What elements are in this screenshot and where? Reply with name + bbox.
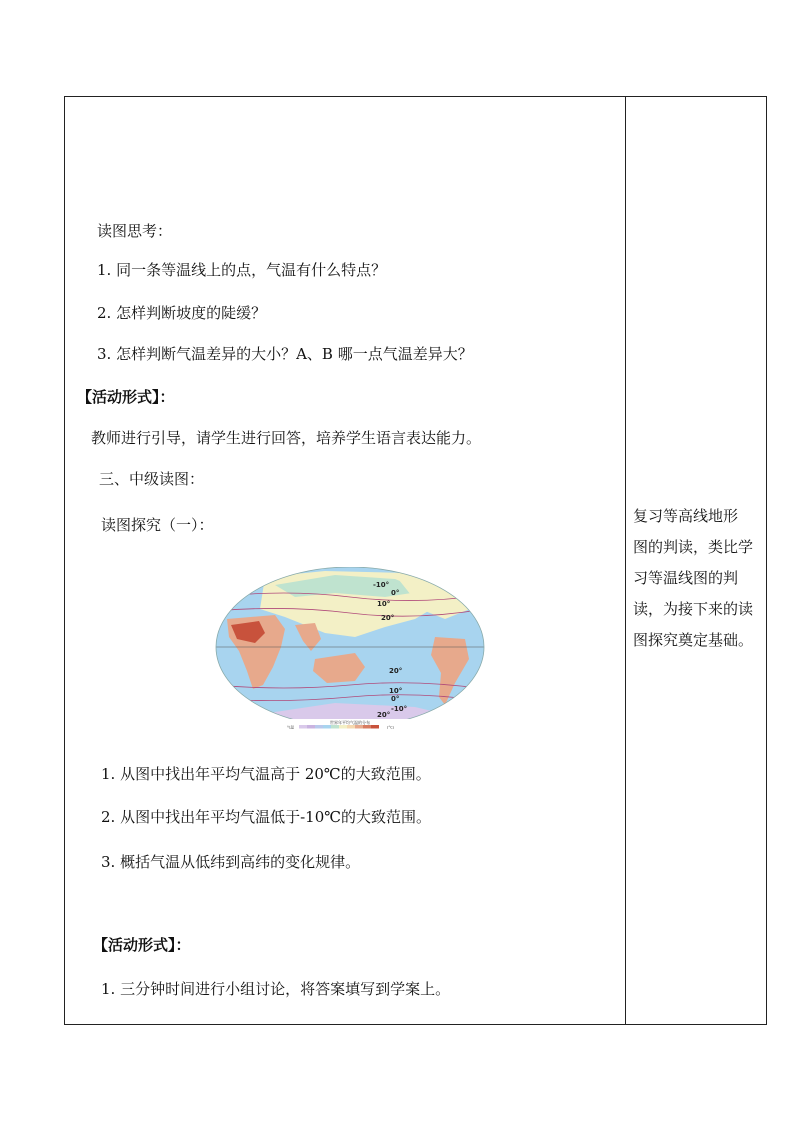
isotherm-label: 0° <box>391 695 400 703</box>
read-map-heading: 读图思考： <box>97 222 173 240</box>
column-divider <box>625 97 626 1024</box>
isotherm-label: -10° <box>391 705 408 713</box>
note-line: 复习等高线地形 <box>633 507 739 525</box>
isotherm-label: 20° <box>377 711 391 719</box>
isotherm-label: 0° <box>391 589 400 597</box>
explore-heading: 读图探究（一）： <box>101 516 214 534</box>
question-3: 3. 怎样判断气温差异的大小？A、B 哪一点气温差异大？ <box>97 345 473 363</box>
isotherm-label: 20° <box>381 614 395 622</box>
isotherm-label: 20° <box>389 667 403 675</box>
note-line: 图的判读，类比学 <box>633 538 754 556</box>
activity-text: 教师进行引导，请学生进行回答，培养学生语言表达能力。 <box>91 429 482 447</box>
isotherm-label: 10° <box>377 600 391 608</box>
map-question-3: 3. 概括气温从低纬到高纬的变化规律。 <box>101 853 361 871</box>
legend-label: 气温 <box>287 725 294 729</box>
section-title: 三、中级读图： <box>99 470 205 488</box>
legend-unit: (°C) <box>387 725 394 729</box>
map-question-2: 2. 从图中找出年平均气温低于-10℃的大致范围。 <box>101 808 432 826</box>
activity-heading: 【活动形式】： <box>77 388 175 406</box>
note-line: 习等温线图的判 <box>633 569 739 587</box>
map-title: 世界年平均气温的分布 <box>330 720 370 725</box>
content-table <box>64 96 767 1025</box>
note-line: 图探究奠定基础。 <box>633 631 754 649</box>
activity-item: 1. 三分钟时间进行小组讨论，将答案填写到学案上。 <box>101 980 451 998</box>
isotherm-label: 10° <box>389 687 403 695</box>
question-1: 1. 同一条等温线上的点，气温有什么特点？ <box>97 261 387 279</box>
teaching-note <box>633 501 763 656</box>
legend-scale <box>299 725 379 729</box>
world-temperature-map <box>215 567 485 729</box>
question-2: 2. 怎样判断坡度的陡缓？ <box>97 304 267 322</box>
map-question-1: 1. 从图中找出年平均气温高于 20℃的大致范围。 <box>101 765 431 783</box>
note-line: 读，为接下来的读 <box>633 600 754 618</box>
activity-heading-2: 【活动形式】： <box>93 936 191 954</box>
isotherm-label: -10° <box>373 581 390 589</box>
